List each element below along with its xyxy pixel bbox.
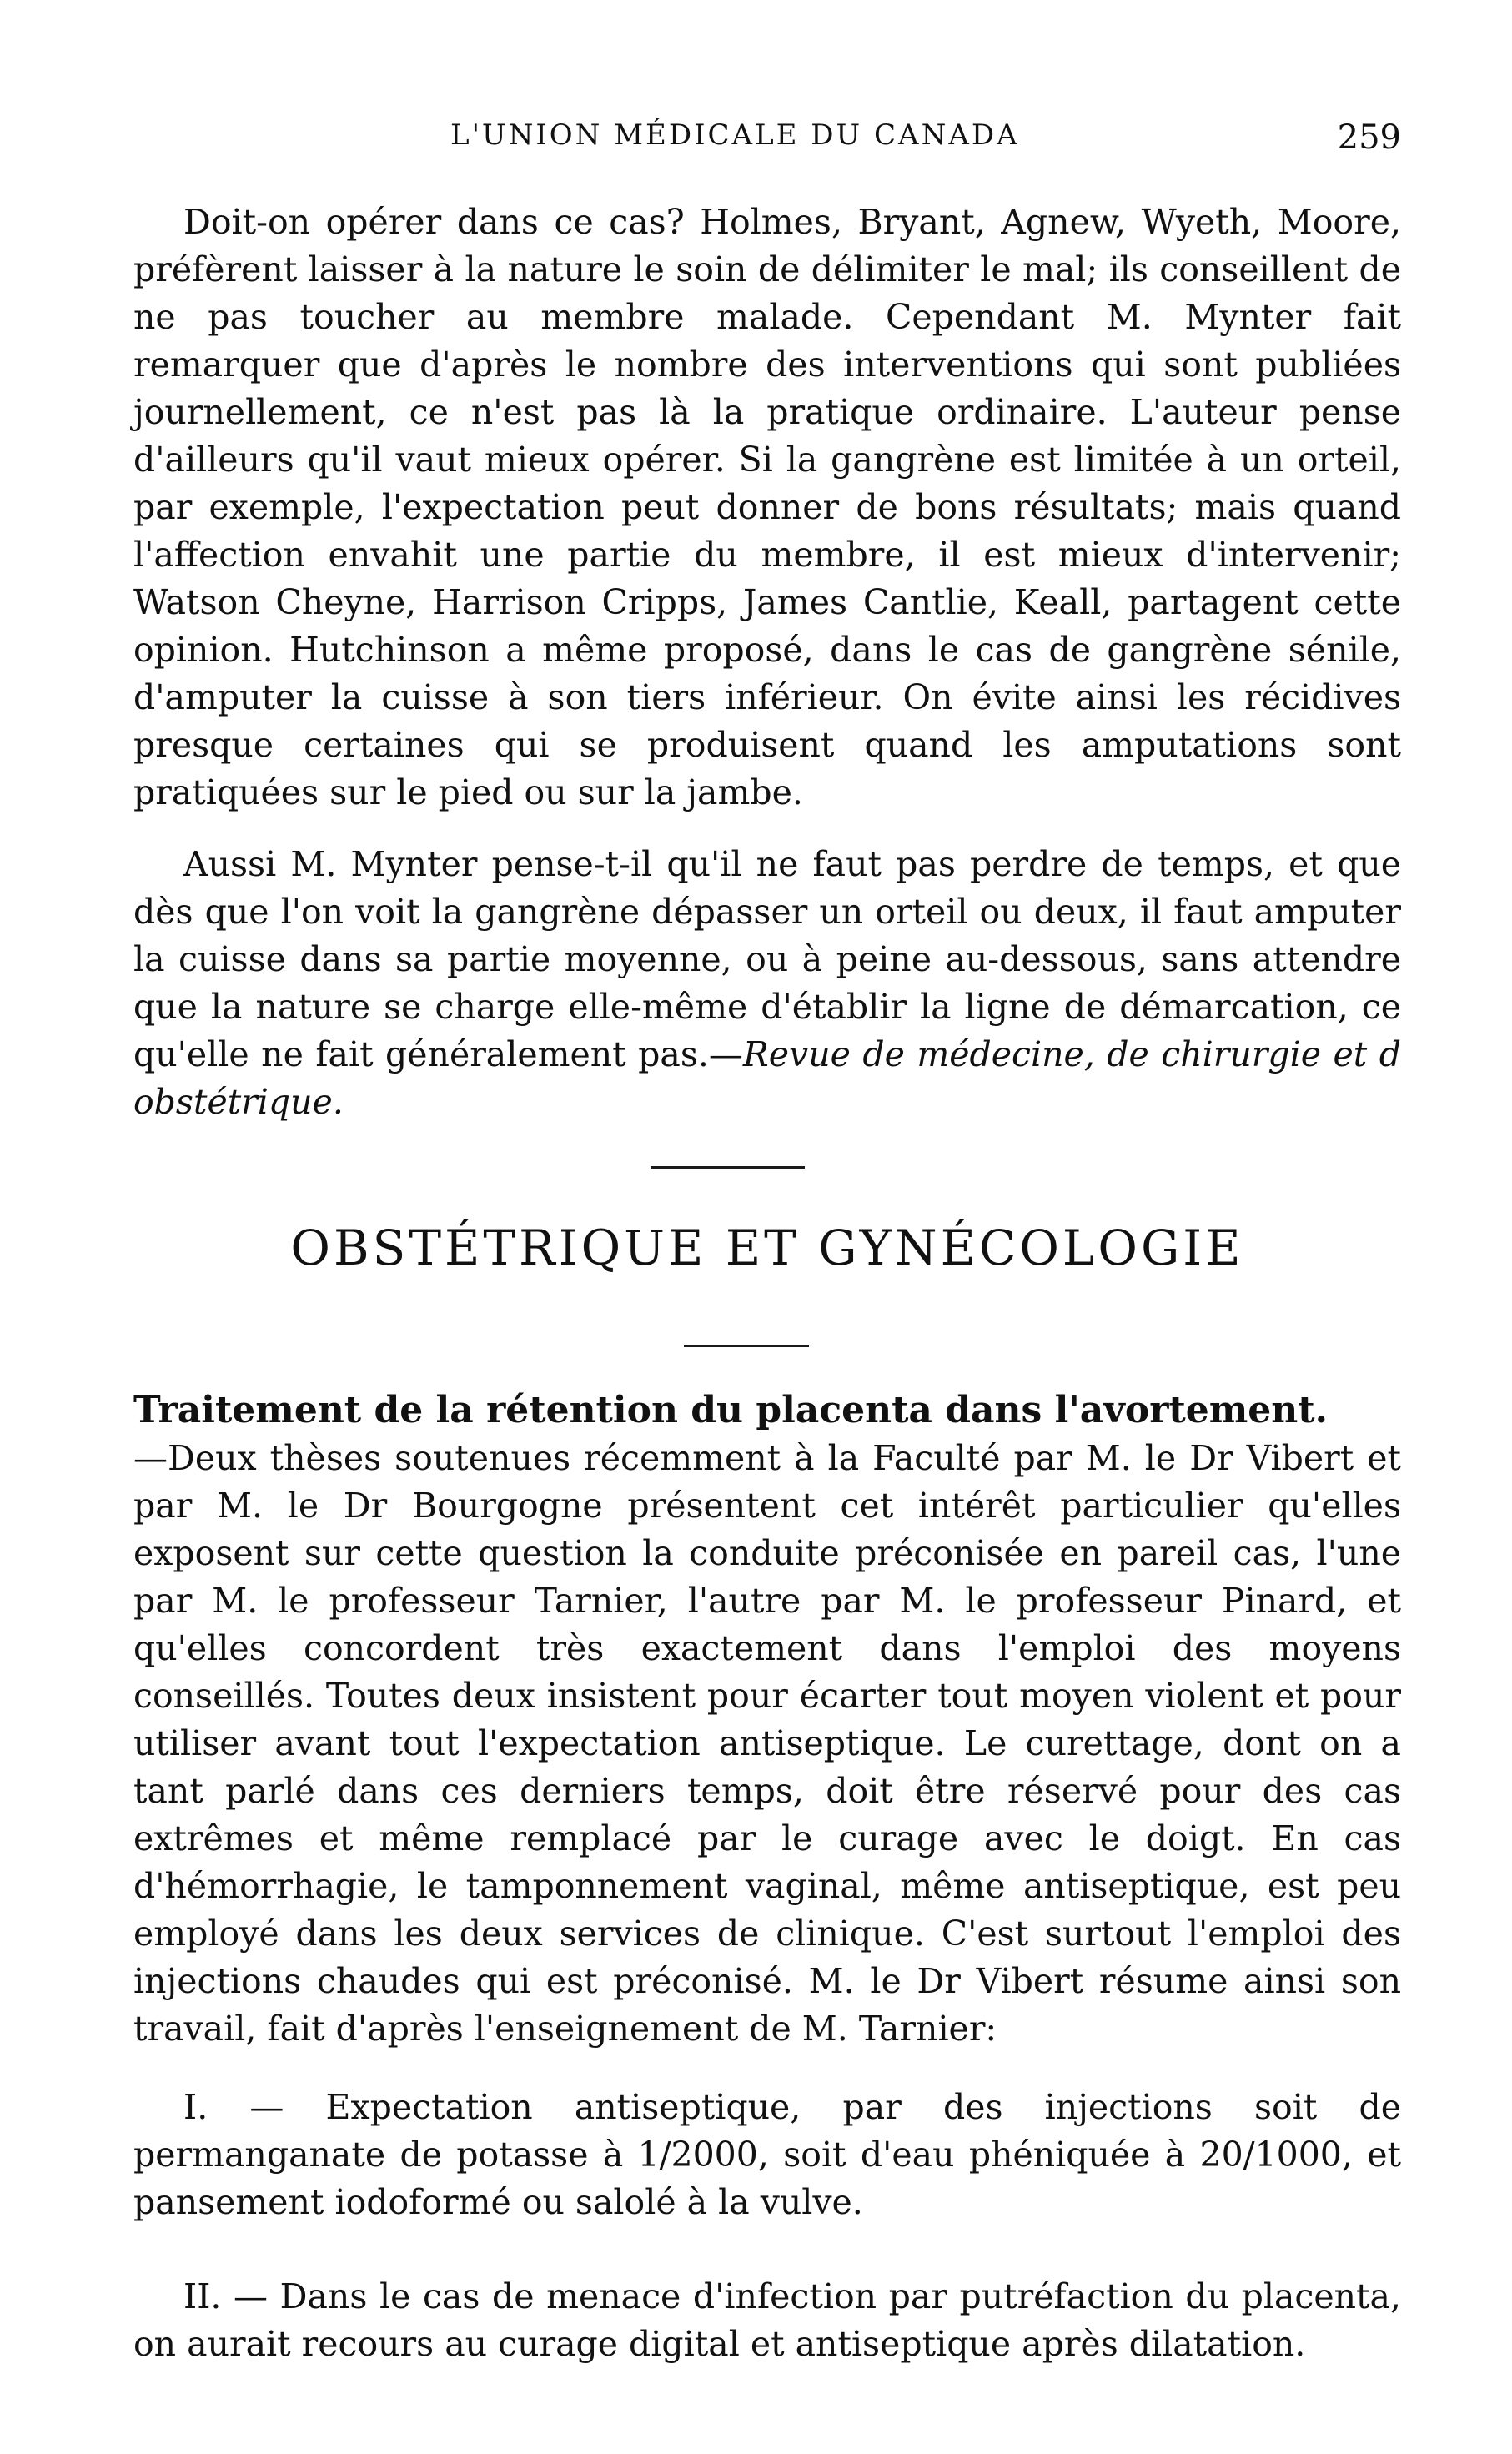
- article-paragraph: [133, 1386, 1401, 2053]
- section-divider-top: [651, 1166, 805, 1169]
- list-item: II. — Dans le cas de menace d'infection par putréfaction du placenta, on aurait recours au curage digital et antiseptique après dilatation.: [133, 2276, 1401, 2364]
- section-divider-bottom: [684, 1345, 809, 1347]
- paragraph-2-text: Aussi M. Mynter pense-t-il qu'il ne faut pas perdre de temps, et que dès que l'on voit la gangrène dépasser un orteil ou deux, il faut amputer la cuisse dans sa partie moyenne, ou à peine au-dessous, sans attendre que la nature se charge elle-même d'établir la ligne de démarcation, ce qu'elle ne fait généralement pas.—: [133, 844, 1401, 1074]
- document-page: [133, 0, 1401, 2454]
- journal-title: L'UNION MÉDICALE DU CANADA: [450, 118, 1020, 152]
- source-citation: Revue de médecine, de chirurgie et d obstétrique.: [133, 1034, 1401, 1122]
- paragraph-1: Doit-on opérer dans ce cas? Holmes, Bryant, Agnew, Wyeth, Moore, préfèrent laisser à la nature le soin de délimiter le mal; ils conseillent de ne pas toucher au membre malade. Cependant M. Mynter fait remarquer que d'après le nombre des interventions qui sont publiées journellement, ce n'est pas là la pratique ordinaire. L'auteur pense d'ailleurs qu'il vaut mieux opérer. Si la gangrène est limitée à un orteil, par exemple, l'expectation peut donner de bons résultats; mais quand l'affection envahit une partie du membre, il est mieux d'intervenir; Watson Cheyne, Harrison Cripps, James Cantlie, Keall, partagent cette opinion. Hutchinson a même proposé, dans le cas de gangrène sénile, d'amputer la cuisse à son tiers inférieur. On évite ainsi les récidives presque certaines qui se produisent quand les amputations sont pratiquées sur le pied ou sur la jambe.: [133, 202, 1401, 812]
- article-title: Traitement de la rétention du placenta dans l'avortement.: [133, 1389, 1328, 1431]
- article-body: —Deux thèses soutenues récemment à la Faculté par M. le Dr Vibert et par M. le Dr Bourgogne présentent cet intérêt particulier qu'elles exposent sur cette question la conduite préconisée en pareil cas, l'une par M. le professeur Tarnier, l'autre par M. le professeur Pinard, et qu'elles concordent très exactement dans l'emploi des moyens conseillés. Toutes deux insistent pour écarter tout moyen violent et pour utiliser avant tout l'expectation antiseptique. Le curettage, dont on a tant parlé dans ces derniers temps, doit être réservé pour des cas extrêmes et même remplacé par le curage avec le doigt. En cas d'hémorrhagie, le tamponnement vaginal, même antiseptique, est peu employé dans les deux services de clinique. C'est surtout l'emploi des injections chaudes qui est préconisé. M. le Dr Vibert résume ainsi son travail, fait d'après l'enseignement de M. Tarnier:: [133, 1438, 1401, 2049]
- running-header: [133, 118, 1401, 168]
- page-number: 259: [1337, 118, 1401, 157]
- section-heading: OBSTÉTRIQUE ET GYNÉCOLOGIE: [290, 1219, 1244, 1276]
- paragraph-2: [133, 841, 1401, 1126]
- list-item: I. — Expectation antiseptique, par des injections soit de permanganate de potasse à 1/2000, soit d'eau phéniquée à 20/1000, et pansement iodoformé ou salolé à la vulve.: [133, 2087, 1401, 2222]
